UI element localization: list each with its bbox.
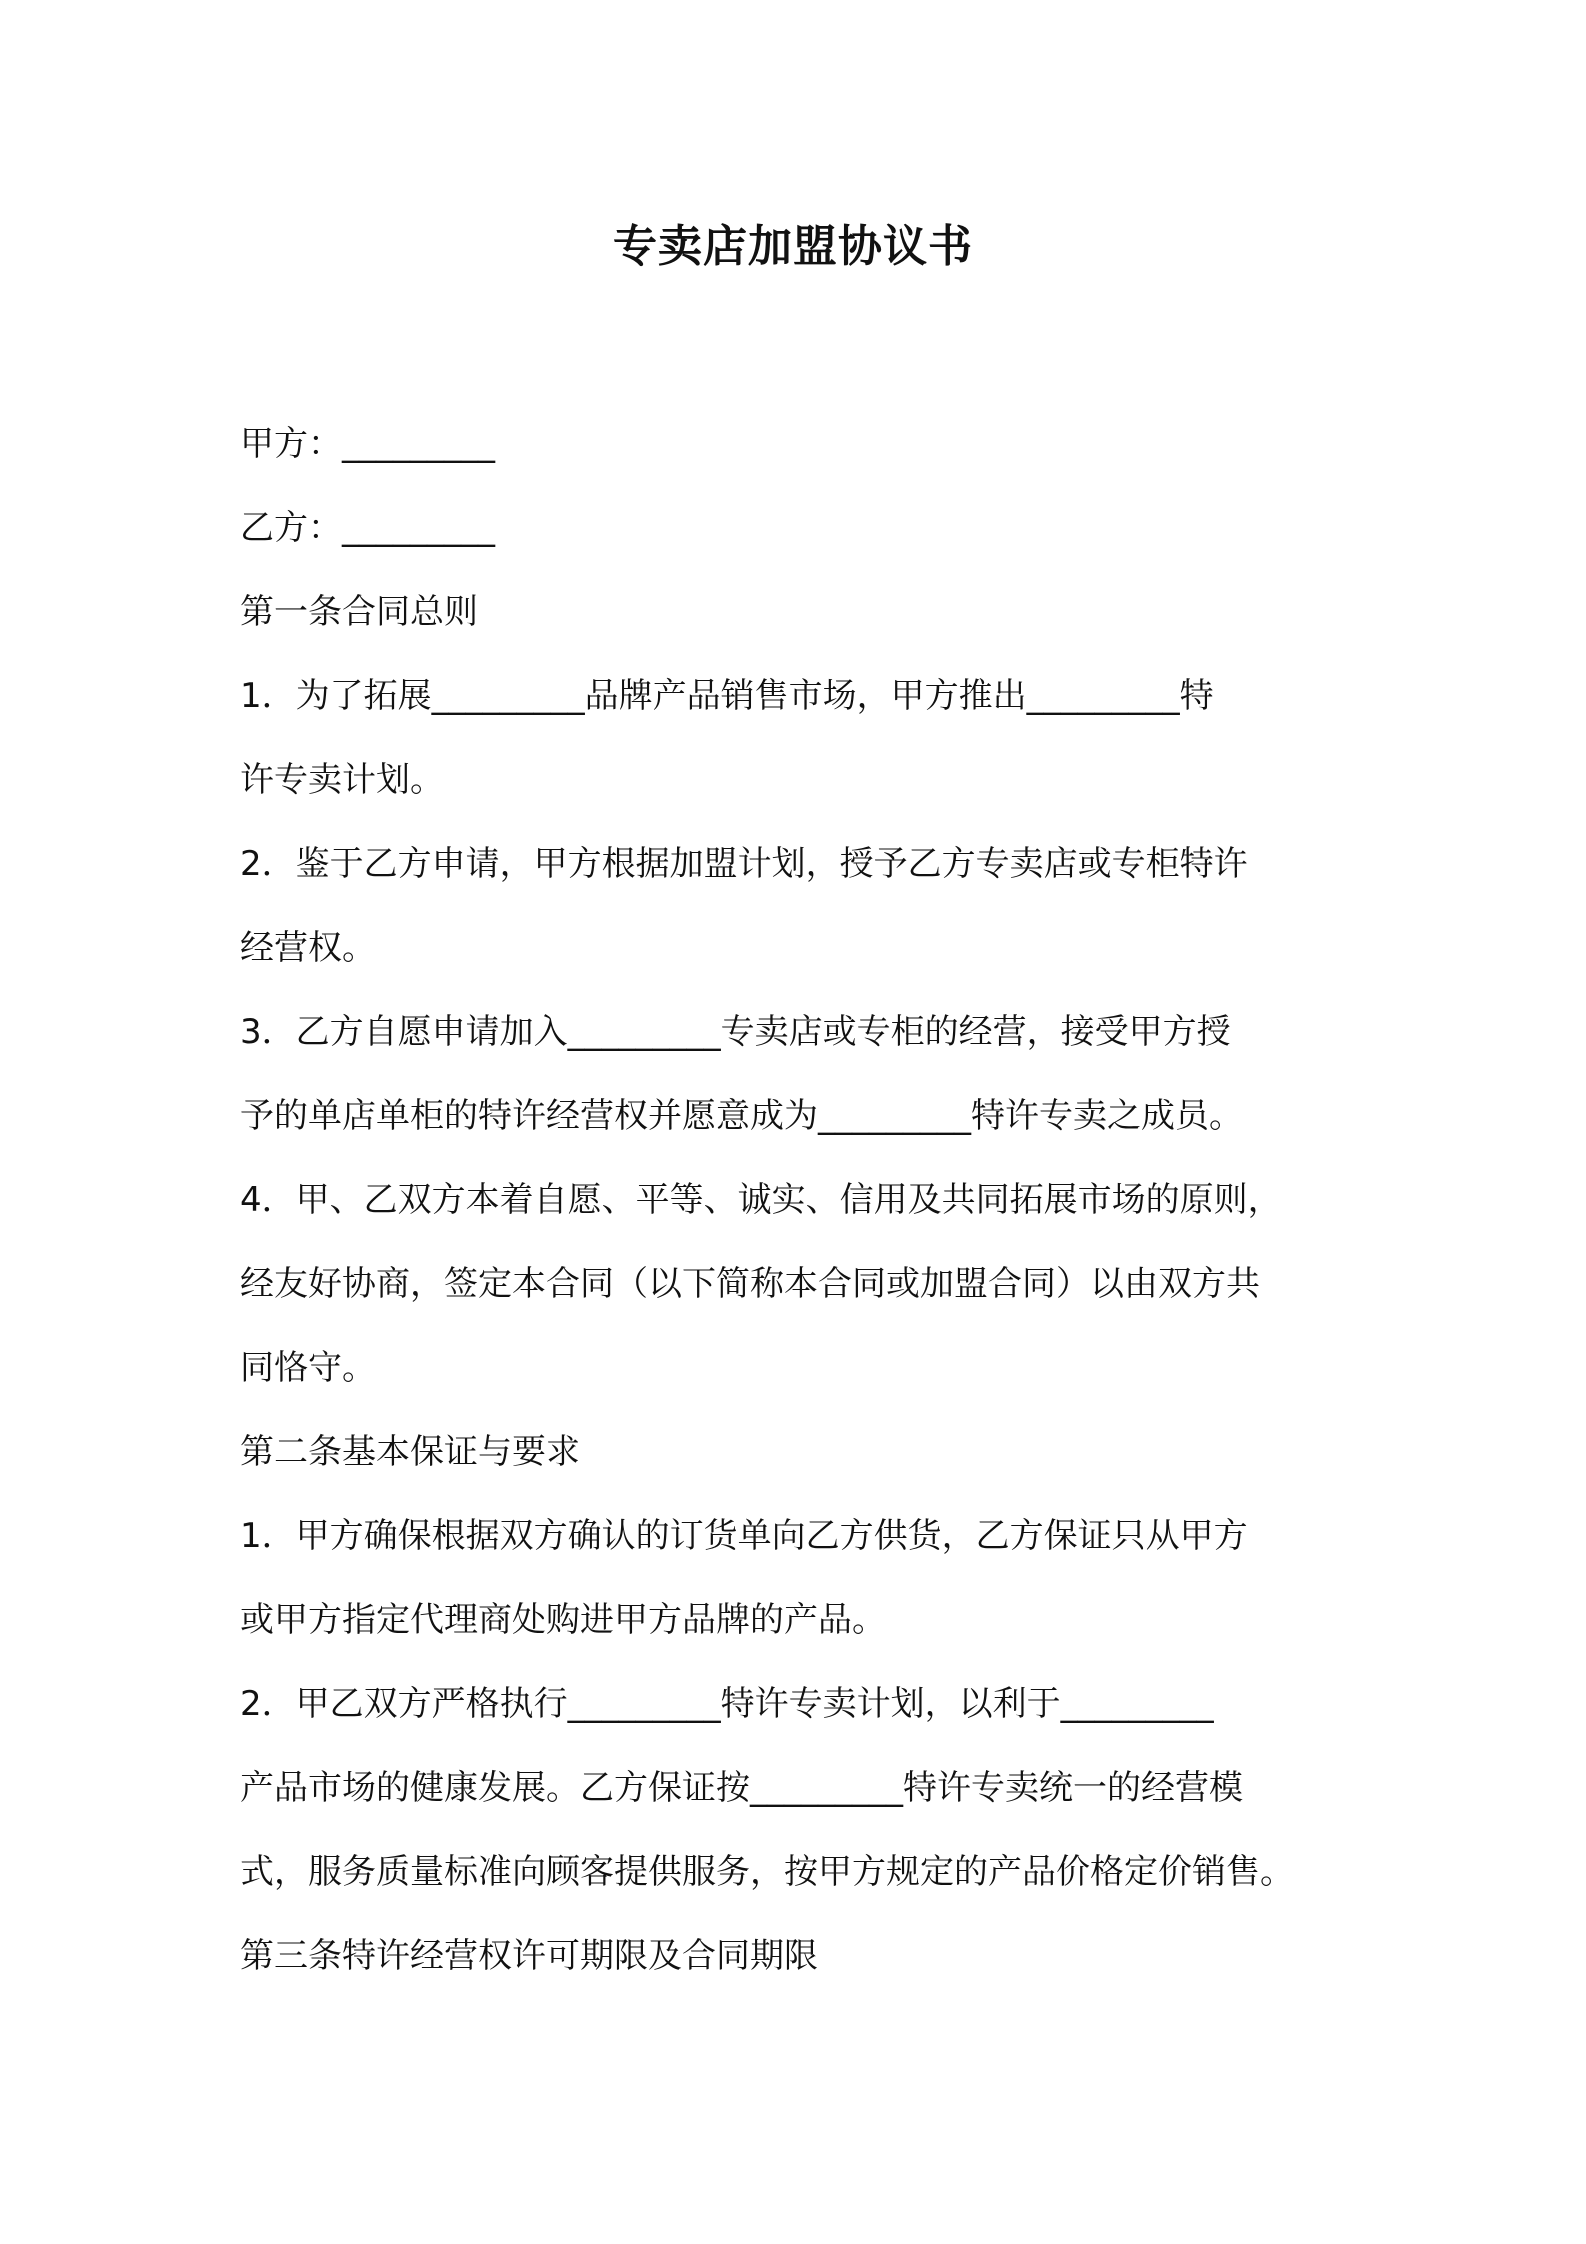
- party-a-line: 甲方：_________: [240, 424, 495, 464]
- clause-1-4-line-1: 4．甲、乙双方本着自愿、平等、诚实、信用及共同拓展市场的原则，: [240, 1180, 1282, 1220]
- clause-2-1-line-1: 1．甲方确保根据双方确认的订货单向乙方供货，乙方保证只从甲方: [240, 1516, 1248, 1556]
- clause-1-1-line-2: 许专卖计划。: [240, 760, 444, 800]
- clause-1-3-line-2: 予的单店单柜的特许经营权并愿意成为_________特许专卖之成员。: [240, 1096, 1243, 1136]
- clause-1-2-line-1: 2．鉴于乙方申请，甲方根据加盟计划，授予乙方专卖店或专柜特许: [240, 844, 1248, 884]
- clause-2-1-line-2: 或甲方指定代理商处购进甲方品牌的产品。: [240, 1600, 886, 1640]
- party-b-line: 乙方：_________: [240, 508, 495, 548]
- clause-2-2-line-2: 产品市场的健康发展。乙方保证按_________特许专卖统一的经营模: [240, 1768, 1243, 1808]
- clause-1-1-line-1: 1．为了拓展_________品牌产品销售市场，甲方推出_________特: [240, 676, 1214, 716]
- clause-1-3-line-1: 3．乙方自愿申请加入_________专卖店或专柜的经营，接受甲方授: [240, 1012, 1231, 1052]
- section-3-heading: 第三条特许经营权许可期限及合同期限: [240, 1936, 818, 1976]
- section-2-heading: 第二条基本保证与要求: [240, 1432, 580, 1472]
- clause-1-2-line-2: 经营权。: [240, 928, 376, 968]
- clause-2-2-line-1: 2．甲乙双方严格执行_________特许专卖计划，以利于_________: [240, 1684, 1214, 1724]
- section-1-heading: 第一条合同总则: [240, 592, 478, 632]
- document-title: 专卖店加盟协议书: [613, 221, 973, 272]
- clause-2-2-line-3: 式，服务质量标准向顾客提供服务，按甲方规定的产品价格定价销售。: [240, 1852, 1294, 1892]
- clause-1-4-line-3: 同恪守。: [240, 1348, 376, 1388]
- document-body: [240, 402, 1370, 1998]
- clause-1-4-line-2: 经友好协商，签定本合同（以下简称本合同或加盟合同）以由双方共: [240, 1264, 1260, 1304]
